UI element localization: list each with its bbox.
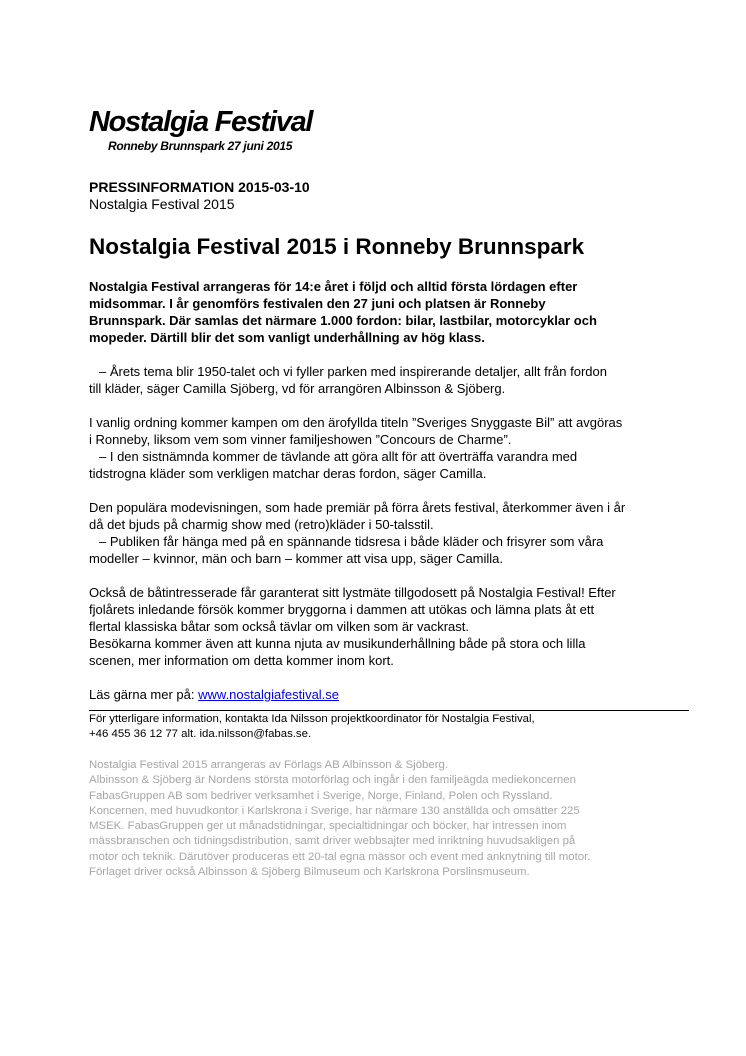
footer-line: mässbranschen och tidningsdistribution, samt driver webbsajter med inriktning huvudsakligen på [89,835,576,848]
body-line: I vanlig ordning kommer kampen om den ärofyllda titeln ”Sveriges Snyggaste Bil” att avgöras [89,415,623,430]
lead-line: Nostalgia Festival arrangeras för 14:e året i följd och alltid första lördagen efter [89,279,578,294]
body-line: flertal klassiska båtar som också tävlar om vilken som är vackrast. [89,619,470,634]
contact-line: +46 455 36 12 77 alt. ida.nilsson@fabas.se. [89,728,312,740]
lead-line: mopeder. Därtill blir det som vanligt underhållning av hög klass. [89,330,485,345]
body-line: Besökarna kommer även att kunna njuta av musikunderhållning både på stora och lilla [89,636,586,651]
body-line: Också de båtintresserade får garanterat sitt lystmäte tillgodosett på Nostalgia Festival! Efter [89,585,616,600]
company-footer [89,758,689,880]
quote-line: – I den sistnämnda kommer de tävlande att göra allt för att överträffa varandra med [99,449,578,464]
festival-logo [89,106,689,153]
contact-line: För ytterligare information, kontakta Ida Nilsson projektkoordinator för Nostalgia Festival, [89,713,535,725]
footer-line: Koncernen, med huvudkontor i Karlskrona i Sverige, har närmare 130 anställda och omsätter 225 [89,804,580,817]
body-line: fjolårets inledande försök kommer bryggorna i dammen att utökas och lämna plats åt ett [89,602,595,617]
logo-subtitle: Ronneby Brunnspark 27 juni 2015 [108,139,293,153]
paragraph-3 [89,499,689,567]
headline: Nostalgia Festival 2015 i Ronneby Brunnspark [89,234,585,259]
body-line: då det bjuds på charmig show med (retro)kläder i 50-talsstil. [89,517,434,532]
footer-line: motor och teknik. Därutöver produceras ett 20-tal egna mässor och event med anknytning till motor. [89,850,591,863]
body-line: Den populära modevisningen, som hade premiär på förra årets festival, återkommer även i år [89,500,626,515]
quote-line: – Publiken får hänga med på en spännande tidsresa i både kläder och frisyrer som våra [99,534,604,549]
read-more [89,686,689,703]
body-line: scenen, mer information om detta kommer inom kort. [89,653,394,668]
quote-paragraph-1 [89,363,689,397]
quote-line: tidstrogna kläder som verkligen matchar deras fordon, säger Camilla. [89,466,487,481]
lead-line: midsommar. I år genomförs festivalen den 27 juni och platsen är Ronneby [89,296,546,311]
lead-line: Brunnspark. Där samlas det närmare 1.000 fordon: bilar, lastbilar, motorcyklar och [89,313,597,328]
footer-line: Albinsson & Sjöberg är Nordens största motorförlag och ingår i den familjeägda mediekoncernen [89,774,576,787]
quote-line: modeller – kvinnor, män och barn – kommer att visa upp, säger Camilla. [89,551,504,566]
article-body [89,278,689,703]
quote-line: till kläder, säger Camilla Sjöberg, vd för arrangören Albinsson & Sjöberg. [89,381,506,396]
divider-line [89,710,689,711]
paragraph-2 [89,414,689,482]
paragraph-4 [89,584,689,669]
press-label: PRESSINFORMATION 2015-03-10 [89,179,310,195]
footer-line: Nostalgia Festival 2015 arrangeras av Förlags AB Albinsson & Sjöberg. [89,759,448,771]
press-subtitle: Nostalgia Festival 2015 [89,196,235,212]
footer-line: MSEK. FabasGruppen ger ut månadstidningar, specialtidningar och böcker, har intressen inom [89,820,567,833]
contact-info [89,712,689,742]
lead-paragraph [89,278,689,346]
quote-line: – Årets tema blir 1950-talet och vi fyller parken med inspirerande detaljer, allt från fordon [99,364,607,379]
logo-title: Nostalgia Festival [89,106,313,138]
footer-line: Förlaget driver också Albinsson & Sjöberg Bilmuseum och Karlskrona Porslinsmuseum. [89,866,530,879]
website-link[interactable]: www.nostalgiafestival.se [198,687,340,702]
read-more-prefix: Läs gärna mer på: [89,687,199,702]
footer-line: FabasGruppen AB som bedriver verksamhet i Sverige, Norge, Finland, Polen och Ryssland. [89,789,553,802]
body-line: i Ronneby, liksom vem som vinner familjeshowen ”Concours de Charme”. [89,432,512,447]
